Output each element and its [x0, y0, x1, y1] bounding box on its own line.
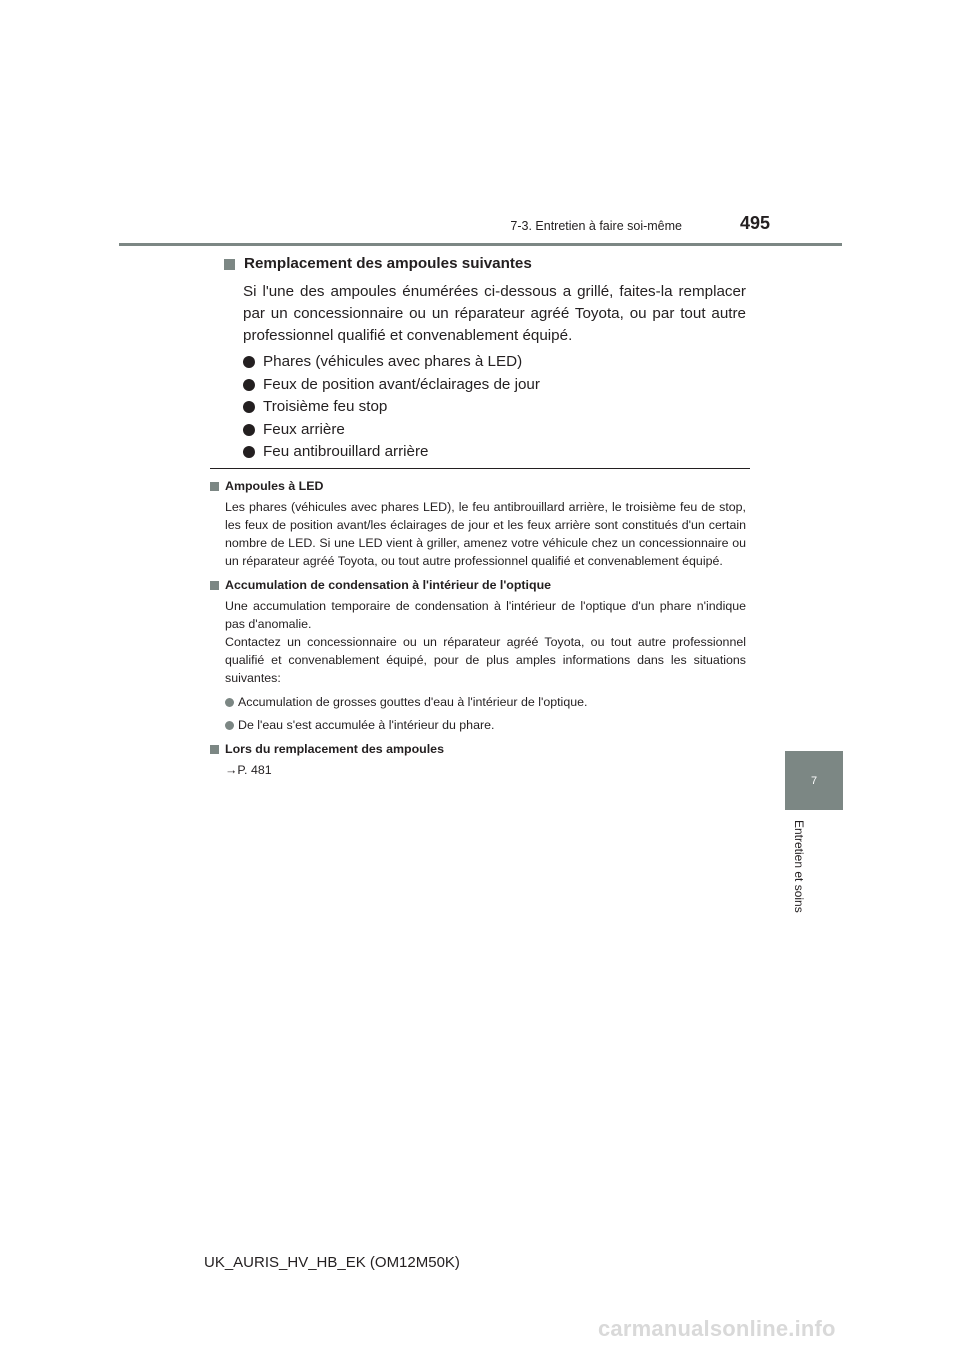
square-bullet-icon [210, 745, 219, 754]
list-item [225, 716, 746, 734]
note-heading [210, 576, 746, 594]
list-item [243, 351, 746, 374]
bullet-dot-icon [243, 446, 255, 458]
square-bullet-icon [210, 482, 219, 491]
section-title: 7-3. Entretien à faire soi-même [510, 219, 682, 233]
note-heading [210, 477, 746, 495]
section-heading [222, 253, 746, 275]
list-item-text: Feu antibrouillard arrière [263, 443, 429, 460]
chapter-tab[interactable] [785, 751, 843, 810]
list-item [243, 441, 746, 464]
list-item [243, 374, 746, 397]
bullet-dot-icon [225, 721, 234, 730]
bulb-list [222, 351, 746, 464]
note-paragraph: Une accumulation temporaire de condensation à l'intérieur de l'optique d'un phare n'indique pas d'anomalie. [225, 599, 746, 631]
note-replacement [210, 740, 746, 779]
note-paragraph: Les phares (véhicules avec phares LED), le feu antibrouillard arrière, le troisième feu de stop, les feux de position avant/les éclairages de jour et les feux arrière sont constitués d'un certain nombre de LED. Si une LED vient à griller, amenez votre véhicule chez un concessionnaire ou un réparateur agréé Toyota, ou tout autre professionnel qualifié et convenablement équipé. [225, 500, 746, 568]
notes-section [210, 477, 746, 785]
list-item-text: Troisième feu stop [263, 398, 388, 415]
note-heading-text: Lors du remplacement des ampoules [225, 742, 444, 756]
bullet-dot-icon [243, 401, 255, 413]
list-item [243, 396, 746, 419]
note-heading-text: Accumulation de condensation à l'intérieur de l'optique [225, 578, 552, 592]
note-bullet-list [210, 693, 746, 734]
chapter-title: Entretien et soins [792, 820, 806, 913]
list-item [225, 693, 746, 711]
intro-paragraph: Si l'une des ampoules énumérées ci-dessous a grillé, faites-la remplacer par un concessionnaire ou un réparateur agréé Toyota, ou par tout autre professionnel qualifié et convenablement équipé. [243, 283, 746, 344]
note-paragraph: Contactez un concessionnaire ou un réparateur agréé Toyota, ou tout autre professionnel qualifié et convenablement équipé, pour de plus amples informations dans les situations suivantes: [225, 635, 746, 685]
watermark: carmanualsonline.info [598, 1316, 836, 1341]
bullet-dot-icon [243, 424, 255, 436]
chapter-number: 7 [810, 774, 818, 787]
square-bullet-icon [224, 259, 235, 270]
list-item-text: De l'eau s'est accumulée à l'intérieur du phare. [238, 718, 495, 732]
bullet-dot-icon [225, 698, 234, 707]
main-section [222, 253, 746, 464]
list-item-text: Accumulation de grosses gouttes d'eau à l'intérieur de l'optique. [238, 695, 588, 709]
note-heading [210, 740, 746, 758]
note-heading-text: Ampoules à LED [225, 479, 324, 493]
section-heading-text: Remplacement des ampoules suivantes [244, 255, 532, 272]
notes-divider [210, 468, 750, 469]
header-divider [119, 243, 842, 246]
bullet-dot-icon [243, 379, 255, 391]
list-item-text: Feux de position avant/éclairages de jour [263, 375, 540, 393]
note-condensation [210, 576, 746, 734]
list-item-text: Phares (véhicules avec phares à LED) [263, 353, 523, 370]
page-reference-link[interactable]: →P. 481 [225, 763, 272, 777]
square-bullet-icon [210, 581, 219, 590]
note-led [210, 477, 746, 570]
document-code: UK_AURIS_HV_HB_EK (OM12M50K) [204, 1254, 460, 1271]
bullet-dot-icon [243, 356, 255, 368]
list-item-text: Feux arrière [263, 420, 345, 438]
page-number: 495 [740, 213, 771, 233]
list-item [243, 419, 746, 442]
